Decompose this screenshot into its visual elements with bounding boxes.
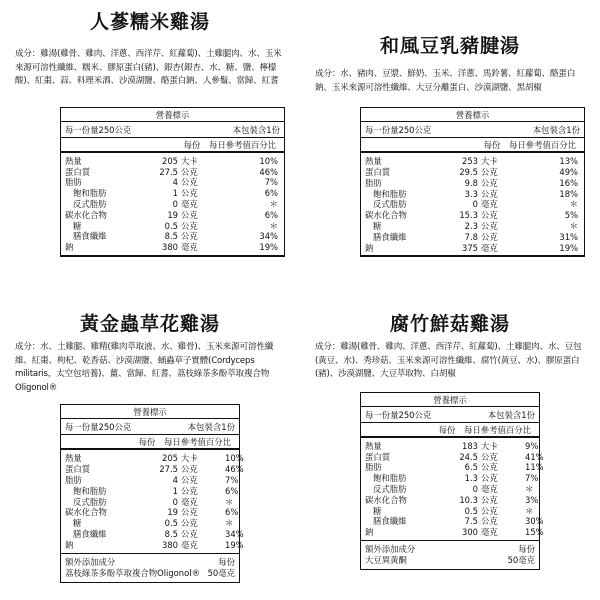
nutrient-percent: 41% bbox=[525, 451, 544, 462]
nutrient-percent: 34% bbox=[225, 528, 244, 539]
column-header bbox=[61, 138, 284, 153]
nutrient-unit: 公克 bbox=[181, 177, 198, 188]
nutrient-value: 4 bbox=[172, 474, 178, 485]
ingredients-text: 成分：水、豬肉、豆漿、鮮奶、玉米、洋蔥、馬鈴薯、紅蘿蔔、酪蛋白鈉、玉米來源可溶性纖維、大豆分離蛋白、沙漠湖鹽、黑胡椒 bbox=[315, 69, 576, 93]
nutrient-percent: ＊ bbox=[225, 496, 234, 507]
nutrient-row bbox=[61, 242, 284, 253]
serving-row bbox=[361, 122, 584, 138]
nutrient-percent: 6% bbox=[264, 188, 278, 199]
nutrient-value: 24.5 bbox=[459, 451, 478, 462]
nutrient-value: 0.5 bbox=[164, 220, 178, 231]
daily-value-label: 每日參考值百分比 bbox=[209, 139, 276, 150]
nutrient-value: 0 bbox=[472, 199, 478, 210]
nutrient-percent: 34% bbox=[259, 231, 278, 242]
serving-size: 每一份量250公克 bbox=[65, 422, 132, 433]
nutrient-value: 1.3 bbox=[464, 473, 478, 484]
additional-per-serving-label: 每份 bbox=[218, 556, 235, 567]
nutrient-name: 鈉 bbox=[65, 539, 74, 550]
nutrient-unit: 公克 bbox=[181, 209, 198, 220]
nutrient-percent: 46% bbox=[225, 464, 244, 475]
per-serving-label: 每份 bbox=[438, 424, 456, 435]
daily-value-label: 每日參考值百分比 bbox=[164, 437, 231, 448]
nutrient-row bbox=[361, 451, 544, 463]
nutrition-header: 營養標示 bbox=[61, 405, 239, 419]
nutrient-value: 7.8 bbox=[464, 231, 478, 242]
nutrient-value: 0 bbox=[172, 496, 178, 507]
nutrient-unit: 毫克 bbox=[481, 527, 498, 538]
nutrient-unit: 公克 bbox=[481, 462, 498, 473]
nutrient-percent: ＊ bbox=[225, 518, 234, 529]
nutrient-unit: 毫克 bbox=[181, 539, 198, 550]
nutrient-unit: 大卡 bbox=[481, 440, 498, 451]
nutrient-name: 糖 bbox=[373, 505, 382, 516]
nutrient-unit: 毫克 bbox=[181, 198, 198, 209]
nutrient-name: 碳水化合物 bbox=[365, 210, 407, 221]
nutrient-value: 205 bbox=[162, 453, 178, 464]
nutrient-value: 0 bbox=[172, 198, 178, 209]
additional-header-row bbox=[65, 557, 235, 568]
nutrient-value: 7.5 bbox=[464, 516, 478, 527]
nutrient-value: 0.5 bbox=[164, 518, 178, 529]
nutrient-percent: 7% bbox=[525, 473, 539, 484]
nutrient-value: 4 bbox=[172, 177, 178, 188]
nutrient-percent: 3% bbox=[525, 494, 539, 505]
nutrient-name: 蛋白質 bbox=[365, 166, 391, 177]
nutrient-row bbox=[61, 199, 284, 210]
nutrient-row bbox=[361, 243, 584, 254]
product-panel-cordyceps-chicken-soup bbox=[15, 312, 285, 583]
nutrient-unit: 大卡 bbox=[181, 453, 198, 464]
nutrient-value: 8.5 bbox=[164, 231, 178, 242]
nutrient-percent: 9% bbox=[525, 440, 539, 451]
nutrient-row bbox=[361, 516, 544, 527]
servings-per-package: 本包裝含1份 bbox=[532, 125, 580, 136]
nutrient-name: 熱量 bbox=[365, 156, 382, 167]
nutrient-row bbox=[361, 199, 584, 210]
nutrient-unit: 公克 bbox=[481, 177, 498, 188]
additional-value-row bbox=[65, 568, 235, 579]
nutrient-percent: 31% bbox=[559, 231, 578, 242]
nutrient-value: 1 bbox=[172, 188, 178, 199]
nutrient-unit: 公克 bbox=[181, 231, 198, 242]
nutrient-row bbox=[361, 473, 539, 484]
nutrient-unit: 公克 bbox=[481, 494, 498, 505]
nutrient-value: 3.3 bbox=[464, 188, 478, 199]
nutrient-row bbox=[361, 441, 539, 452]
nutrient-row bbox=[361, 221, 584, 232]
nutrient-rows bbox=[61, 153, 284, 256]
nutrient-name: 熱量 bbox=[365, 440, 382, 451]
nutrient-name: 蛋白質 bbox=[65, 166, 91, 177]
nutrient-unit: 公克 bbox=[181, 507, 198, 518]
serving-size: 每一份量250公克 bbox=[365, 409, 432, 420]
nutrient-value: 27.5 bbox=[159, 166, 178, 177]
nutrient-name: 糖 bbox=[73, 518, 82, 529]
nutrient-row bbox=[61, 528, 244, 540]
nutrient-row bbox=[61, 539, 244, 551]
nutrient-row bbox=[61, 156, 284, 167]
servings-per-package: 本包裝含1份 bbox=[487, 409, 535, 420]
nutrient-value: 183 bbox=[462, 440, 478, 451]
nutrient-name: 膳食纖維 bbox=[373, 516, 407, 527]
nutrient-name: 反式脂肪 bbox=[373, 199, 407, 210]
additional-ingredient-name: 荔枝綠茶多酚萃取複合物Oligonol® bbox=[65, 567, 200, 578]
nutrient-name: 反式脂肪 bbox=[73, 496, 107, 507]
product-title: 人蔘糯米雞湯 bbox=[89, 11, 210, 33]
nutrient-row bbox=[361, 156, 584, 167]
additional-ingredient-value: 50毫克 bbox=[507, 554, 535, 565]
nutrient-name: 脂肪 bbox=[65, 474, 82, 485]
additional-ingredients bbox=[61, 554, 239, 582]
nutrient-percent: 49% bbox=[559, 166, 578, 177]
nutrient-rows bbox=[361, 438, 544, 541]
nutrient-value: 15.3 bbox=[459, 210, 478, 221]
nutrient-unit: 公克 bbox=[481, 516, 498, 527]
nutrient-percent: 7% bbox=[264, 177, 278, 188]
nutrient-unit: 毫克 bbox=[481, 483, 498, 494]
nutrient-value: 10.3 bbox=[459, 494, 478, 505]
nutrient-name: 脂肪 bbox=[365, 462, 382, 473]
nutrient-row bbox=[361, 462, 544, 473]
nutrient-name: 糖 bbox=[73, 220, 82, 231]
nutrient-unit: 公克 bbox=[181, 220, 198, 231]
serving-row bbox=[361, 407, 539, 423]
nutrient-name: 碳水化合物 bbox=[365, 494, 407, 505]
nutrient-name: 糖 bbox=[373, 220, 382, 231]
nutrition-header: 營養標示 bbox=[361, 108, 584, 122]
additional-label: 額外添加成分 bbox=[65, 556, 116, 567]
nutrient-name: 鈉 bbox=[365, 527, 374, 538]
additional-ingredients bbox=[361, 541, 539, 569]
product-panel-ginseng-chicken-soup bbox=[15, 10, 285, 257]
nutrient-value: 6.5 bbox=[464, 462, 478, 473]
nutrition-header: 營養標示 bbox=[61, 108, 284, 122]
nutrient-unit: 大卡 bbox=[181, 155, 198, 166]
nutrient-row bbox=[61, 453, 244, 464]
nutrient-name: 蛋白質 bbox=[65, 464, 91, 475]
nutrient-row bbox=[61, 221, 284, 232]
nutrient-row bbox=[61, 475, 239, 486]
per-serving-label: 每份 bbox=[483, 140, 501, 151]
serving-size: 每一份量250公克 bbox=[365, 125, 432, 136]
nutrient-unit: 公克 bbox=[481, 188, 498, 199]
nutrient-row bbox=[361, 484, 539, 495]
nutrient-unit: 毫克 bbox=[181, 496, 198, 507]
nutrient-percent: ＊ bbox=[269, 220, 278, 231]
nutrient-row bbox=[361, 527, 544, 538]
nutrient-value: 1 bbox=[172, 485, 178, 496]
nutrient-percent: 19% bbox=[559, 242, 578, 253]
column-header bbox=[361, 138, 584, 153]
nutrient-value: 2.3 bbox=[464, 220, 478, 231]
nutrition-table bbox=[360, 107, 585, 257]
nutrient-unit: 大卡 bbox=[481, 156, 498, 167]
nutrient-row bbox=[61, 464, 244, 475]
nutrient-unit: 公克 bbox=[481, 505, 498, 516]
nutrient-name: 膳食纖維 bbox=[373, 231, 407, 242]
nutrient-unit: 公克 bbox=[181, 485, 198, 496]
nutrient-unit: 公克 bbox=[481, 231, 498, 242]
nutrient-row bbox=[61, 177, 284, 188]
nutrient-name: 脂肪 bbox=[65, 177, 82, 188]
nutrient-unit: 公克 bbox=[181, 188, 198, 199]
nutrient-name: 反式脂肪 bbox=[373, 483, 407, 494]
nutrient-percent: 15% bbox=[525, 527, 544, 538]
nutrient-percent: 6% bbox=[225, 507, 239, 518]
additional-header-row bbox=[365, 544, 535, 555]
nutrient-percent: 10% bbox=[259, 155, 278, 166]
nutrient-name: 鈉 bbox=[65, 242, 74, 253]
nutrient-percent: 19% bbox=[225, 539, 244, 550]
nutrient-percent: 7% bbox=[225, 474, 239, 485]
nutrient-unit: 毫克 bbox=[181, 242, 198, 253]
nutrient-unit: 公克 bbox=[481, 451, 498, 462]
nutrient-name: 脂肪 bbox=[365, 177, 382, 188]
ingredients-text: 成分：水、土雞腿、雞精(雞肉萃取液、水、雞骨)、玉米來源可溶性纖維、紅棗、枸杞、乾香菇、沙漠湖鹽、蛹蟲草子實體(Cordyceps militaris，太空包培養)、薑、當歸、紅耆、荔枝綠茶多酚萃取複合物 Oligonol® bbox=[15, 342, 274, 393]
nutrient-percent: 6% bbox=[225, 485, 239, 496]
nutrient-row bbox=[61, 518, 239, 529]
ingredients-text: 成分：雞湯(雞骨、雞肉、洋蔥、西洋芹、紅蘿蔔)、土雞腿肉、水、豆包(黃豆、水)、秀珍菇、玉米來源可溶性纖維、腐竹(黃豆、水)、膠原蛋白(豬)、沙漠湖鹽、大豆萃取物、白胡椒 bbox=[315, 342, 582, 380]
nutrient-name: 飽和脂肪 bbox=[73, 485, 107, 496]
nutrient-name: 熱量 bbox=[65, 155, 82, 166]
product-panel-soy-milk-pork-soup bbox=[315, 34, 585, 257]
nutrient-percent: ＊ bbox=[525, 505, 534, 516]
additional-per-serving-label: 每份 bbox=[518, 543, 535, 554]
nutrient-row bbox=[361, 189, 584, 200]
nutrient-name: 膳食纖維 bbox=[73, 528, 107, 539]
nutrient-name: 碳水化合物 bbox=[65, 209, 107, 220]
nutrient-name: 膳食纖維 bbox=[73, 231, 107, 242]
nutrient-unit: 公克 bbox=[481, 473, 498, 484]
nutrient-value: 9.8 bbox=[464, 177, 478, 188]
nutrient-value: 19 bbox=[167, 507, 178, 518]
nutrient-value: 205 bbox=[162, 155, 178, 166]
nutrient-value: 375 bbox=[462, 242, 478, 253]
nutrient-percent: ＊ bbox=[269, 198, 278, 209]
nutrient-row bbox=[361, 167, 584, 178]
nutrient-percent: 16% bbox=[559, 177, 578, 188]
nutrient-percent: 13% bbox=[559, 156, 578, 167]
nutrient-percent: 11% bbox=[525, 462, 544, 473]
product-panel-tofu-skin-mushroom-chicken-soup bbox=[315, 312, 585, 570]
column-header bbox=[361, 423, 539, 438]
nutrient-row bbox=[361, 178, 584, 189]
nutrient-name: 飽和脂肪 bbox=[373, 473, 407, 484]
nutrient-unit: 公克 bbox=[481, 220, 498, 231]
nutrient-row bbox=[61, 231, 284, 242]
nutrient-value: 253 bbox=[462, 156, 478, 167]
nutrient-unit: 公克 bbox=[481, 166, 498, 177]
nutrient-name: 碳水化合物 bbox=[65, 507, 107, 518]
product-title: 黃金蟲草花雞湯 bbox=[79, 313, 220, 335]
nutrient-percent: 5% bbox=[564, 210, 578, 221]
nutrient-percent: 19% bbox=[259, 242, 278, 253]
nutrient-row bbox=[361, 495, 539, 506]
nutrition-table bbox=[60, 404, 244, 582]
daily-value-label: 每日參考值百分比 bbox=[464, 424, 531, 435]
additional-label: 額外添加成分 bbox=[365, 543, 416, 554]
nutrient-name: 蛋白質 bbox=[365, 451, 391, 462]
nutrient-unit: 公克 bbox=[181, 166, 198, 177]
additional-value-row bbox=[365, 555, 535, 566]
nutrient-name: 反式脂肪 bbox=[73, 198, 107, 209]
nutrient-row bbox=[361, 506, 539, 517]
nutrient-unit: 公克 bbox=[181, 474, 198, 485]
nutrient-value: 0 bbox=[472, 483, 478, 494]
nutrient-percent: ＊ bbox=[569, 220, 578, 231]
nutrient-row bbox=[61, 497, 239, 508]
nutrient-value: 380 bbox=[162, 539, 178, 550]
nutrient-percent: 10% bbox=[225, 453, 244, 464]
nutrient-percent: ＊ bbox=[569, 199, 578, 210]
nutrient-value: 8.5 bbox=[164, 528, 178, 539]
nutrient-row bbox=[61, 188, 284, 199]
nutrient-percent: 30% bbox=[525, 516, 544, 527]
nutrient-rows bbox=[61, 450, 244, 553]
servings-per-package: 本包裝含1份 bbox=[232, 124, 280, 135]
nutrient-value: 300 bbox=[462, 527, 478, 538]
additional-ingredient-name: 大豆異黃酮 bbox=[365, 554, 407, 565]
nutrient-rows bbox=[361, 153, 584, 256]
column-header bbox=[61, 435, 239, 450]
per-serving-label: 每份 bbox=[138, 437, 156, 448]
nutrient-percent: ＊ bbox=[525, 483, 534, 494]
nutrient-value: 380 bbox=[162, 242, 178, 253]
servings-per-package: 本包裝含1份 bbox=[187, 422, 235, 433]
nutrient-row bbox=[361, 210, 584, 221]
serving-size: 每一份量250公克 bbox=[65, 124, 132, 135]
nutrient-percent: 6% bbox=[264, 209, 278, 220]
nutrient-unit: 公克 bbox=[481, 210, 498, 221]
nutrient-unit: 公克 bbox=[181, 528, 198, 539]
nutrient-name: 鈉 bbox=[365, 242, 374, 253]
serving-row bbox=[61, 419, 239, 435]
nutrient-value: 29.5 bbox=[459, 166, 478, 177]
nutrition-table bbox=[360, 392, 544, 570]
nutrient-row bbox=[61, 167, 284, 178]
nutrient-value: 27.5 bbox=[159, 464, 178, 475]
per-serving-label: 每份 bbox=[183, 139, 201, 150]
nutrient-percent: 18% bbox=[559, 188, 578, 199]
nutrient-row bbox=[61, 486, 239, 497]
serving-row bbox=[61, 122, 284, 138]
nutrient-row bbox=[361, 232, 584, 243]
nutrient-name: 飽和脂肪 bbox=[373, 188, 407, 199]
product-title: 和風豆乳豬腱湯 bbox=[379, 35, 520, 57]
nutrient-percent: 46% bbox=[259, 166, 278, 177]
daily-value-label: 每日參考值百分比 bbox=[509, 140, 576, 151]
nutrient-row bbox=[61, 507, 239, 518]
nutrition-table bbox=[60, 107, 285, 257]
nutrient-unit: 毫克 bbox=[481, 199, 498, 210]
nutrient-value: 0.5 bbox=[464, 505, 478, 516]
ingredients-text: 成分：雞湯(雞骨、雞肉、洋蔥、西洋芹、紅蘿蔔)、土雞腿肉、水、玉米來源可溶性纖維、糯米、膠原蛋白(豬)、銀杏(銀杏、水、糖、鹽、檸檬酸)、紅棗、蒜、料理米酒、沙漠湖鹽、酪蛋白鈉、人參鬚、當歸、紅耆 bbox=[15, 49, 282, 87]
nutrition-header: 營養標示 bbox=[361, 393, 539, 407]
additional-ingredient-value: 50毫克 bbox=[207, 567, 235, 578]
nutrient-row bbox=[61, 210, 284, 221]
nutrient-unit: 公克 bbox=[181, 518, 198, 529]
nutrient-name: 飽和脂肪 bbox=[73, 188, 107, 199]
nutrient-unit: 公克 bbox=[181, 464, 198, 475]
nutrient-value: 19 bbox=[167, 209, 178, 220]
nutrient-unit: 毫克 bbox=[481, 242, 498, 253]
nutrient-name: 熱量 bbox=[65, 453, 82, 464]
product-title: 腐竹鮮菇雞湯 bbox=[389, 313, 510, 335]
